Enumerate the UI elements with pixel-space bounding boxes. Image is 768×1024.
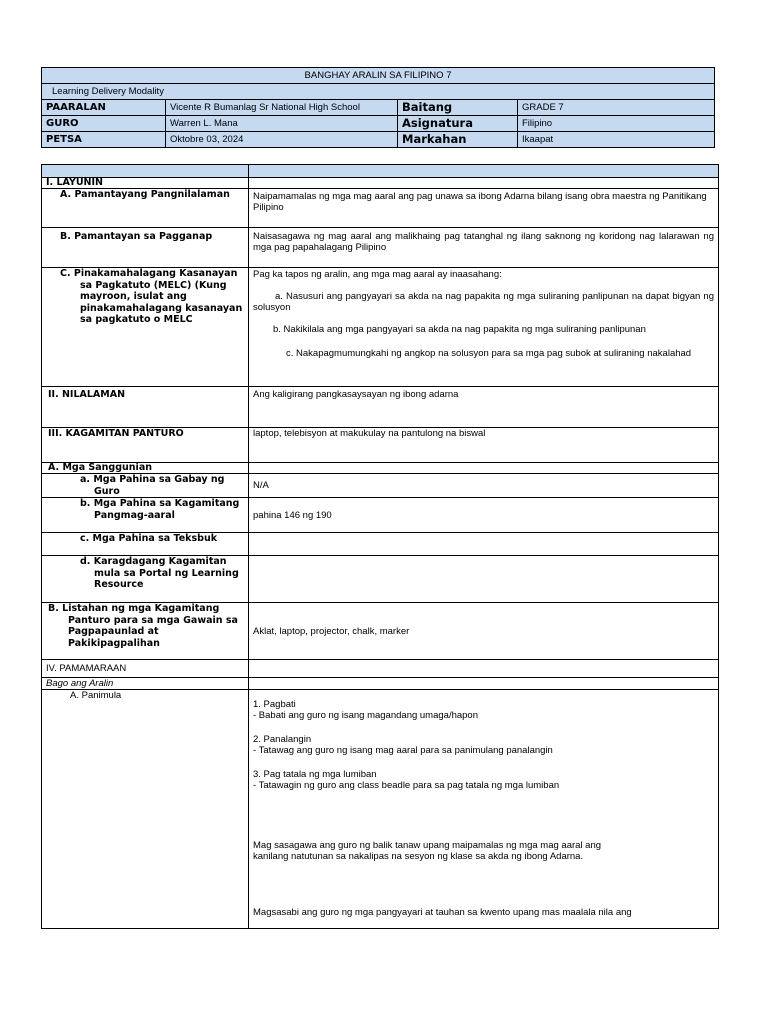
school-value: Vicente R Bumanlag Sr National High School <box>166 100 398 116</box>
content-heading: II. NILALAMAN <box>42 387 249 428</box>
materials-value: laptop, telebisyon at makukulay na pantulong na biswal <box>249 428 719 463</box>
melc-b: b. Nakikilala ang mga pangyayari sa akda na nag papakita ng mga suliraning panlipunan <box>273 324 646 335</box>
materials-list-label: B. Listahan ng mga Kagamitang Panturo para sa mga Gawain sa Pagpapaunlad at Pakikipagpalihan <box>42 603 249 660</box>
procedure-heading: IV. PAMAMARAAN <box>42 660 249 678</box>
step-prayer: 2. Panalangin <box>253 734 312 745</box>
performance-standard-value: Naisasagawa ng mag aaral ang malikhaing pag tatanghal ng ilang saknong ng koridong nag lalarawan ng mga pag papahalagang Pilipino <box>249 228 719 268</box>
materials-list-value: Aklat, laptop, projector, chalk, marker <box>249 603 719 660</box>
header-table <box>41 67 715 148</box>
objectives-heading: I. LAYUNIN <box>42 178 249 189</box>
introduction-label: A. Panimula <box>42 690 249 929</box>
step-greeting-detail: - Babati ang guro ng isang magandang umaga/hapon <box>253 710 479 721</box>
melc-a: a. Nasusuri ang pangyayari sa akda na nag papakita ng mga suliraning panlipunan na dapat bigyan ng solusyon <box>253 291 714 313</box>
grade-label: Baitang <box>398 100 518 116</box>
melc-label: C. Pinakamahalagang Kasanayan sa Pagkatuto (MELC) (Kung mayroon, isulat ang pinakamahalagang kasanayan sa pagkatuto o MELC <box>42 268 249 387</box>
teacher-label: GURO <box>42 116 166 132</box>
school-label: PAARALAN <box>42 100 166 116</box>
step-greeting: 1. Pagbati <box>253 699 296 710</box>
teacher-guide-label: a. Mga Pahina sa Gabay ng Guro <box>42 474 249 498</box>
references-heading: A. Mga Sanggunian <box>42 463 249 474</box>
story-recap-paragraph: Magsasabi ang guro ng mga pangyayari at tauhan sa kwento upang mas maalala nila ang <box>253 907 632 918</box>
subject-value: Filipino <box>518 116 715 132</box>
lesson-plan-table <box>41 164 719 929</box>
portal-label: d. Karagdagang Kagamitan mula sa Portal ng Learning Resource <box>42 556 249 603</box>
melc-c: c. Nakapagmumungkahi ng angkop na solusyon para sa mga pag subok at suliraning nakalahad <box>286 348 692 359</box>
quarter-label: Markahan <box>398 132 518 148</box>
melc-intro: Pag ka tapos ng aralin, ang mga mag aaral ay inaasahang: <box>253 269 502 280</box>
introduction-content <box>249 690 719 929</box>
learner-material-label: b. Mga Pahina sa Kagamitang Pangmag-aaral <box>42 498 249 533</box>
materials-heading: III. KAGAMITAN PANTURO <box>42 428 249 463</box>
content-standard-label: A. Pamantayang Pangnilalaman <box>42 189 249 228</box>
teacher-guide-value: N/A <box>249 474 719 498</box>
performance-standard-label: B. Pamantayan sa Pagganap <box>42 228 249 268</box>
delivery-modality: Learning Delivery Modality <box>42 84 715 100</box>
quarter-value: Ikaapat <box>518 132 715 148</box>
subject-label: Asignatura <box>398 116 518 132</box>
review-paragraph: Mag sasagawa ang guro ng balik tanaw upang maipamalas ng mga mag aaral ang kanilang natutunan sa nakalipas na sesyon ng klase sa akda ng ibong Adarna. <box>253 840 602 862</box>
teacher-value: Warren L. Mana <box>166 116 398 132</box>
content-value: Ang kaligirang pangkasaysayan ng ibong adarna <box>249 387 719 428</box>
date-label: PETSA <box>42 132 166 148</box>
content-standard-value: Naipamamalas ng mga mag aaral ang pag unawa sa ibong Adarna bilang isang obra maestra ng Panitikang Pilipino <box>249 189 719 228</box>
textbook-label: c. Mga Pahina sa Teksbuk <box>42 533 249 556</box>
document-title: BANGHAY ARALIN SA FILIPINO 7 <box>42 68 715 84</box>
before-lesson-label: Bago ang Aralin <box>42 678 249 690</box>
learner-material-value: pahina 146 ng 190 <box>249 498 719 533</box>
grade-value: GRADE 7 <box>518 100 715 116</box>
step-prayer-detail: - Tatawag ang guro ng isang mag aaral para sa panimulang panalangin <box>253 745 553 756</box>
date-value: Oktobre 03, 2024 <box>166 132 398 148</box>
step-attendance-detail: - Tatawagin ng guro ang class beadle para sa pag tatala ng mga lumiban <box>253 780 560 791</box>
step-attendance: 3. Pag tatala ng mga lumiban <box>253 769 377 780</box>
melc-values <box>249 268 719 387</box>
